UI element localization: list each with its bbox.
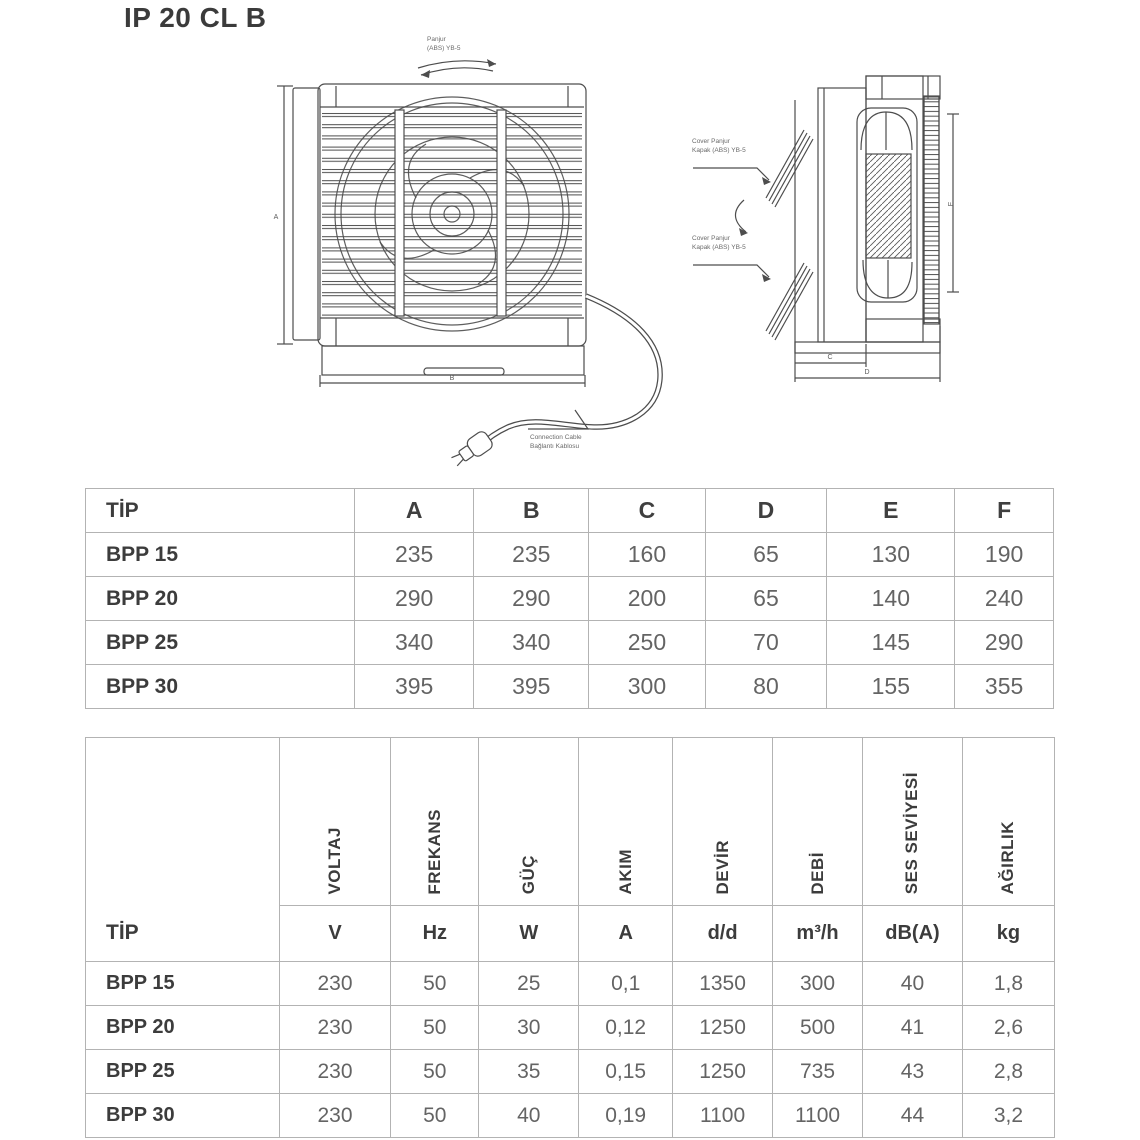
- side-wall-panel: [818, 88, 866, 342]
- spec-value-cell: 1350: [673, 962, 773, 1006]
- cover-note-lower-line1: Cover Panjur: [692, 235, 730, 242]
- row-label: BPP 20: [86, 1006, 280, 1050]
- spec-value-cell: 735: [772, 1050, 862, 1094]
- dim-value-cell: 145: [827, 621, 955, 665]
- table-row: [86, 621, 1054, 665]
- vertical-label: GÜÇ: [518, 855, 538, 895]
- vertical-label: VOLTAJ: [325, 826, 344, 895]
- cable-note-line2: Bağlantı Kablosu: [530, 443, 580, 450]
- table-row: [86, 665, 1054, 709]
- spec-header-tip: TİP: [86, 738, 280, 962]
- dim-label-c: C: [827, 354, 833, 361]
- dim-value-cell: 130: [827, 533, 955, 577]
- spec-value-cell: 50: [391, 962, 479, 1006]
- spec-col-devir: [673, 738, 773, 906]
- spec-value-cell: 44: [863, 1094, 963, 1138]
- spec-col-voltaj: [279, 738, 390, 906]
- side-motor-hatched: [866, 154, 911, 258]
- dim-value-cell: 290: [355, 577, 474, 621]
- top-note-line2: (ABS) YB-5: [427, 45, 461, 52]
- spec-value-cell: 1100: [673, 1094, 773, 1138]
- spec-col-frekans: [391, 738, 479, 906]
- spec-value-cell: 0,12: [579, 1006, 673, 1050]
- dimension-line-width: [320, 375, 585, 387]
- dim-header-e: E: [827, 489, 955, 533]
- unit-cell: dB(A): [863, 906, 963, 962]
- row-label: BPP 20: [86, 577, 355, 621]
- unit-cell: m³/h: [772, 906, 862, 962]
- dim-header-c: C: [589, 489, 705, 533]
- unit-cell: kg: [962, 906, 1054, 962]
- vertical-label: SES SEVİYESİ: [902, 772, 922, 895]
- spec-value-cell: 0,15: [579, 1050, 673, 1094]
- unit-cell: V: [279, 906, 390, 962]
- spec-value-cell: 35: [479, 1050, 579, 1094]
- tray-handle: [424, 368, 504, 375]
- vertical-label: DEVİR: [712, 840, 732, 895]
- spec-value-cell: 30: [479, 1006, 579, 1050]
- technical-drawings: [0, 0, 1140, 488]
- row-label: BPP 25: [86, 621, 355, 665]
- table-row: [86, 533, 1054, 577]
- dim-value-cell: 235: [355, 533, 474, 577]
- dim-header-f: F: [955, 489, 1054, 533]
- unit-cell: W: [479, 906, 579, 962]
- dimensions-table: [85, 488, 1054, 709]
- page-title: IP 20 CL B: [124, 2, 267, 33]
- unit-cell: d/d: [673, 906, 773, 962]
- top-note-line1: Panjur: [427, 36, 446, 43]
- dim-value-cell: 200: [589, 577, 705, 621]
- spec-value-cell: 50: [391, 1094, 479, 1138]
- spec-value-cell: 40: [863, 962, 963, 1006]
- dim-header-b: B: [474, 489, 589, 533]
- rotation-arrow: [418, 61, 496, 68]
- row-label: BPP 15: [86, 962, 280, 1006]
- dim-value-cell: 65: [705, 577, 827, 621]
- vertical-label: AĞIRLIK: [998, 821, 1018, 895]
- dim-value-cell: 340: [474, 621, 589, 665]
- dim-value-cell: 140: [827, 577, 955, 621]
- cable-annotation: [528, 410, 588, 450]
- cover-note-lower-line2: Kapak (ABS) YB-5: [692, 244, 746, 251]
- dim-header-a: A: [355, 489, 474, 533]
- table-row: [86, 1050, 1055, 1094]
- top-rotation-annotation: [418, 36, 496, 78]
- spec-col-akim: [579, 738, 673, 906]
- cable-note-line1: Connection Cable: [530, 434, 582, 441]
- dim-label-b: B: [449, 375, 455, 382]
- dim-header-d: D: [705, 489, 827, 533]
- dim-value-cell: 395: [355, 665, 474, 709]
- dim-value-cell: 240: [955, 577, 1054, 621]
- dim-value-cell: 190: [955, 533, 1054, 577]
- table-row: [86, 1094, 1055, 1138]
- dim-value-cell: 290: [955, 621, 1054, 665]
- cover-flap-upper: [766, 130, 813, 207]
- spec-value-cell: 50: [391, 1050, 479, 1094]
- row-label: BPP 30: [86, 1094, 280, 1138]
- spec-value-cell: 41: [863, 1006, 963, 1050]
- power-plug: [449, 429, 495, 469]
- spec-value-cell: 1250: [673, 1050, 773, 1094]
- flap-swing-arrow: [735, 200, 748, 236]
- front-view-drawing: [274, 36, 660, 470]
- dim-value-cell: 155: [827, 665, 955, 709]
- side-base-plate: [795, 342, 940, 353]
- vertical-label: FREKANS: [424, 808, 444, 895]
- dim-value-cell: 300: [589, 665, 705, 709]
- specs-table: [85, 737, 1055, 1138]
- spec-value-cell: 500: [772, 1006, 862, 1050]
- mounting-bracket: [293, 88, 320, 340]
- spec-col-ses-seviyesi: [863, 738, 963, 906]
- specs-vertical-header-row: [86, 738, 1055, 906]
- spec-value-cell: 0,19: [579, 1094, 673, 1138]
- dim-label-d: D: [864, 369, 870, 376]
- dim-header-tip: TİP: [86, 489, 355, 533]
- dim-value-cell: 160: [589, 533, 705, 577]
- table-row: [86, 577, 1054, 621]
- bottom-tray: [322, 346, 584, 375]
- grille-support-right: [497, 110, 506, 316]
- grille-support-left: [395, 110, 404, 316]
- vertical-label: AKIM: [615, 849, 635, 895]
- table-row: [86, 962, 1055, 1006]
- spec-value-cell: 50: [391, 1006, 479, 1050]
- dim-value-cell: 395: [474, 665, 589, 709]
- spec-value-cell: 1,8: [962, 962, 1054, 1006]
- unit-cell: A: [579, 906, 673, 962]
- spec-value-cell: 40: [479, 1094, 579, 1138]
- cover-flap-lower: [766, 263, 813, 340]
- dim-value-cell: 70: [705, 621, 827, 665]
- dim-label-a: A: [273, 214, 279, 221]
- spec-value-cell: 230: [279, 1006, 390, 1050]
- cover-note-upper-line1: Cover Panjur: [692, 138, 730, 145]
- spec-value-cell: 2,6: [962, 1006, 1054, 1050]
- cover-annotation-upper: [692, 138, 771, 185]
- row-label: BPP 25: [86, 1050, 280, 1094]
- spec-col-agirlik: [962, 738, 1054, 906]
- dimension-line-height: [274, 86, 293, 344]
- spec-value-cell: 230: [279, 962, 390, 1006]
- spec-value-cell: 300: [772, 962, 862, 1006]
- spec-col-debi: [772, 738, 862, 906]
- side-ribbed-duct: [924, 96, 939, 324]
- spec-value-cell: 43: [863, 1050, 963, 1094]
- spec-value-cell: 0,1: [579, 962, 673, 1006]
- dim-value-cell: 290: [474, 577, 589, 621]
- cover-annotation-lower: [692, 235, 771, 282]
- side-view-drawing: [692, 76, 959, 382]
- row-label: BPP 15: [86, 533, 355, 577]
- dim-value-cell: 65: [705, 533, 827, 577]
- spec-value-cell: 2,8: [962, 1050, 1054, 1094]
- spec-value-cell: 1100: [772, 1094, 862, 1138]
- dim-label-e: E: [948, 201, 955, 207]
- dimensions-header-row: [86, 489, 1054, 533]
- dim-value-cell: 340: [355, 621, 474, 665]
- row-label: BPP 30: [86, 665, 355, 709]
- spec-value-cell: 25: [479, 962, 579, 1006]
- spec-value-cell: 3,2: [962, 1094, 1054, 1138]
- dim-value-cell: 355: [955, 665, 1054, 709]
- unit-cell: Hz: [391, 906, 479, 962]
- dim-value-cell: 235: [474, 533, 589, 577]
- spec-col-guc: [479, 738, 579, 906]
- dim-value-cell: 250: [589, 621, 705, 665]
- cover-note-upper-line2: Kapak (ABS) YB-5: [692, 147, 746, 154]
- dim-value-cell: 80: [705, 665, 827, 709]
- spec-value-cell: 230: [279, 1050, 390, 1094]
- table-row: [86, 1006, 1055, 1050]
- vertical-label: DEBİ: [807, 851, 827, 895]
- spec-value-cell: 1250: [673, 1006, 773, 1050]
- spec-value-cell: 230: [279, 1094, 390, 1138]
